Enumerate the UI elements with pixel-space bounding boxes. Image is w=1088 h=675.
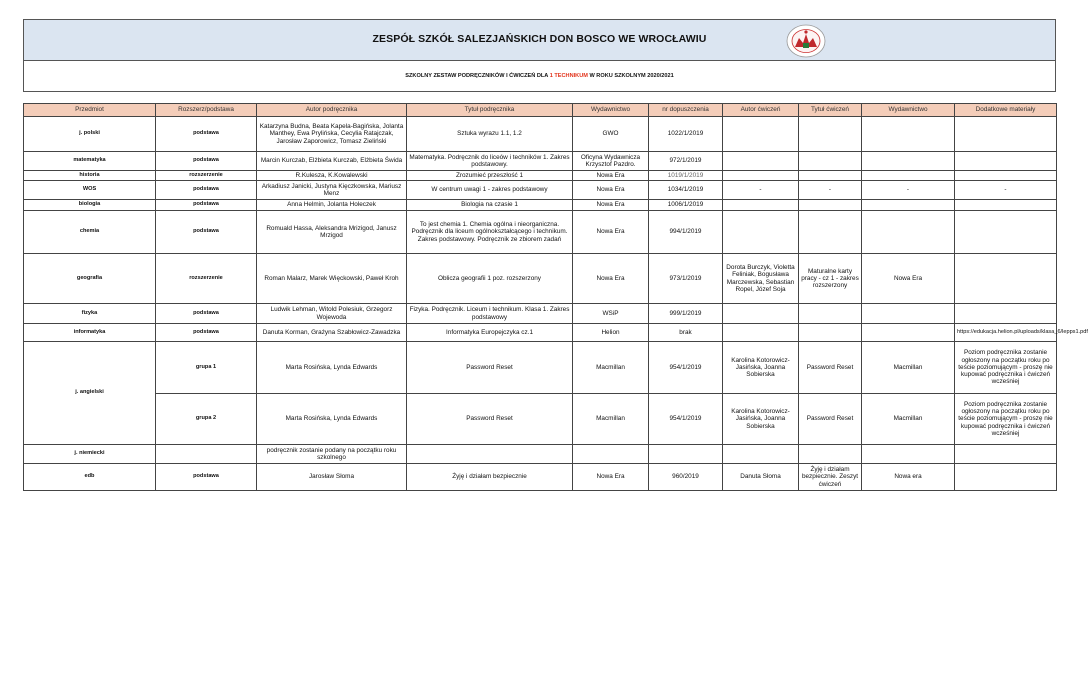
subject-cell: matematyka — [24, 152, 156, 171]
exercise-author-cell — [723, 152, 799, 171]
number-cell: 973/1/2019 — [649, 254, 723, 304]
extra-materials-link[interactable]: https://edukacja.helion.pl/uploads/klasa_6/lepps1.pdf — [955, 324, 1057, 342]
number-cell — [649, 445, 723, 464]
exercise-author-cell — [723, 304, 799, 324]
exercise-title-cell: Password Reset — [799, 342, 862, 394]
subject-cell: chemia — [24, 211, 156, 254]
header-banner — [23, 19, 1056, 61]
number-cell: brak — [649, 324, 723, 342]
title-cell: Password Reset — [407, 342, 573, 394]
author-cell: Katarzyna Budna, Beata Kapela-Bagińska, Jolanta Manthey, Ewa Prylińska, Cecylia Ratajczak, Jarosław Zaporowicz, Tomasz Zieliński — [257, 117, 407, 152]
table-row — [24, 171, 1057, 181]
extra-materials-cell — [955, 171, 1057, 181]
publisher-cell: Macmillan — [573, 342, 649, 394]
exercise-publisher-cell — [862, 152, 955, 171]
exercise-title-cell — [799, 117, 862, 152]
publisher-cell: Macmillan — [573, 394, 649, 445]
exercise-publisher-cell — [862, 445, 955, 464]
exercise-publisher-cell — [862, 324, 955, 342]
extra-materials-cell — [955, 464, 1057, 491]
exercise-title-cell — [799, 324, 862, 342]
title-cell — [407, 445, 573, 464]
subtitle-banner — [23, 61, 1056, 92]
table-row — [24, 394, 1057, 445]
number-cell: 1034/1/2019 — [649, 181, 723, 200]
author-cell: podręcznik zostanie podany na początku roku szkolnego — [257, 445, 407, 464]
publisher-cell: GWO — [573, 117, 649, 152]
extra-materials-cell — [955, 211, 1057, 254]
level-cell: podstawa — [156, 464, 257, 491]
extra-materials-cell: Poziom podręcznika zostanie ogłoszony na początku roku po teście poziomującym - proszę nie kupować podręcznika i ćwiczeń wcześniej — [955, 342, 1057, 394]
level-cell: podstawa — [156, 152, 257, 171]
table-row — [24, 211, 1057, 254]
number-cell: 972/1/2019 — [649, 152, 723, 171]
subject-cell: WOS — [24, 181, 156, 200]
level-cell — [156, 445, 257, 464]
column-header: nr dopuszczenia — [649, 104, 723, 117]
table-row — [24, 445, 1057, 464]
author-cell: Romuald Hassa, Aleksandra Mrizigod, Janusz Mrzigod — [257, 211, 407, 254]
level-cell: rozszerzenie — [156, 171, 257, 181]
column-header: Tytuł ćwiczeń — [799, 104, 862, 117]
table-header-row — [24, 104, 1057, 117]
exercise-author-cell: - — [723, 181, 799, 200]
author-cell: Danuta Korman, Grażyna Szabłowicz-Zawadzka — [257, 324, 407, 342]
level-cell: grupa 1 — [156, 342, 257, 394]
exercise-publisher-cell: Macmillan — [862, 342, 955, 394]
extra-materials-cell — [955, 117, 1057, 152]
subject-cell: j. angielski — [24, 342, 156, 445]
level-cell: podstawa — [156, 211, 257, 254]
exercise-author-cell: Karolina Kotorowicz-Jasińska, Joanna Sobierska — [723, 342, 799, 394]
publisher-cell: Helion — [573, 324, 649, 342]
column-header: Autor ćwiczeń — [723, 104, 799, 117]
exercise-title-cell — [799, 304, 862, 324]
title-cell: Biologia na czasie 1 — [407, 200, 573, 211]
number-cell: 994/1/2019 — [649, 211, 723, 254]
author-cell: Marta Rosińska, Lynda Edwards — [257, 394, 407, 445]
school-crest-logo-icon — [785, 23, 827, 59]
number-cell: 999/1/2019 — [649, 304, 723, 324]
publisher-cell: Nowa Era — [573, 181, 649, 200]
table-row — [24, 200, 1057, 211]
number-cell: 1006/1/2019 — [649, 200, 723, 211]
exercise-publisher-cell — [862, 117, 955, 152]
exercise-publisher-cell — [862, 200, 955, 211]
exercise-publisher-cell: Nowa era — [862, 464, 955, 491]
subject-cell: biologia — [24, 200, 156, 211]
title-cell: Sztuka wyrazu 1.1, 1.2 — [407, 117, 573, 152]
exercise-author-cell — [723, 211, 799, 254]
extra-materials-cell — [955, 445, 1057, 464]
table-row — [24, 304, 1057, 324]
author-cell: Anna Helmin, Jolanta Holeczek — [257, 200, 407, 211]
extra-materials-cell — [955, 304, 1057, 324]
class-highlight: 1 TECHNIKUM — [549, 73, 588, 79]
subject-cell: geografia — [24, 254, 156, 304]
exercise-author-cell — [723, 171, 799, 181]
exercise-title-cell: Password Reset — [799, 394, 862, 445]
exercise-author-cell — [723, 445, 799, 464]
exercise-title-cell — [799, 200, 862, 211]
column-header: Wydawnictwo — [862, 104, 955, 117]
title-cell: Informatyka Europejczyka cz.1 — [407, 324, 573, 342]
textbook-table — [23, 103, 1088, 491]
number-cell: 960/2019 — [649, 464, 723, 491]
exercise-author-cell — [723, 200, 799, 211]
number-cell: 954/1/2019 — [649, 342, 723, 394]
level-cell: podstawa — [156, 324, 257, 342]
set-title: SZKOLNY ZESTAW PODRĘCZNIKÓW I ĆWICZEŃ DLA 1 TECHNIKUM W ROKU SZKOLNYM 2020/2021 — [405, 73, 674, 79]
exercise-title-cell: - — [799, 181, 862, 200]
exercise-title-cell: Maturalne karty pracy - cz 1 - zakres rozszerzony — [799, 254, 862, 304]
publisher-cell: Nowa Era — [573, 211, 649, 254]
publisher-cell: Nowa Era — [573, 200, 649, 211]
author-cell: Marcin Kurczab, Elżbieta Kurczab, Elżbieta Świda — [257, 152, 407, 171]
number-cell: 1022/1/2019 — [649, 117, 723, 152]
level-cell: podstawa — [156, 200, 257, 211]
publisher-cell: Oficyna Wydawnicza Krzysztof Pazdro. — [573, 152, 649, 171]
exercise-author-cell — [723, 117, 799, 152]
exercise-publisher-cell — [862, 304, 955, 324]
title-cell: To jest chemia 1. Chemia ogólna i nieorganiczna. Podręcznik dla liceum ogólnokształcącego i technikum. Zakres podstawowy. Podręcznik ze zbiorem zadań — [407, 211, 573, 254]
number-cell: 954/1/2019 — [649, 394, 723, 445]
exercise-publisher-cell — [862, 171, 955, 181]
exercise-title-cell — [799, 445, 862, 464]
level-cell: rozszerzenie — [156, 254, 257, 304]
publisher-cell: Nowa Era — [573, 254, 649, 304]
publisher-cell — [573, 445, 649, 464]
author-cell: Roman Malarz, Marek Więckowski, Paweł Kroh — [257, 254, 407, 304]
exercise-author-cell — [723, 324, 799, 342]
publisher-cell: Nowa Era — [573, 171, 649, 181]
number-cell: 1019/1/2019 — [649, 171, 723, 181]
exercise-author-cell: Dorota Burczyk, Violetta Feliniak, Bogusława Marczewska, Sebastian Ropel, Józef Soja — [723, 254, 799, 304]
column-header: Wydawnictwo — [573, 104, 649, 117]
author-cell: Marta Rosińska, Lynda Edwards — [257, 342, 407, 394]
extra-materials-cell — [955, 254, 1057, 304]
table-row — [24, 254, 1057, 304]
publisher-cell: Nowa Era — [573, 464, 649, 491]
column-header: Rozszerz/podstawa — [156, 104, 257, 117]
extra-materials-cell: - — [955, 181, 1057, 200]
table-row — [24, 152, 1057, 171]
exercise-author-cell: Danuta Słoma — [723, 464, 799, 491]
subject-cell: historia — [24, 171, 156, 181]
exercise-author-cell: Karolina Kotorowicz-Jasińska, Joanna Sobierska — [723, 394, 799, 445]
table-row — [24, 181, 1057, 200]
title-cell: Zrozumieć przeszłość 1 — [407, 171, 573, 181]
table-row — [24, 324, 1057, 342]
author-cell: Ludwik Lehman, Witold Polesiuk, Grzegorz Wojewoda — [257, 304, 407, 324]
exercise-publisher-cell: Macmillan — [862, 394, 955, 445]
subject-cell: informatyka — [24, 324, 156, 342]
author-cell: Arkadiusz Janicki, Justyna Kięczkowska, Mariusz Menz — [257, 181, 407, 200]
school-name: ZESPÓŁ SZKÓŁ SALEZJAŃSKICH DON BOSCO WE WROCŁAWIU — [372, 33, 707, 45]
table-row — [24, 117, 1057, 152]
exercise-title-cell — [799, 152, 862, 171]
exercise-title-cell: Żyję i działam bezpiecznie. Zeszyt ćwiczeń — [799, 464, 862, 491]
subject-cell: fizyka — [24, 304, 156, 324]
level-cell: podstawa — [156, 181, 257, 200]
exercise-title-cell — [799, 211, 862, 254]
extra-materials-cell — [955, 152, 1057, 171]
exercise-publisher-cell: - — [862, 181, 955, 200]
title-cell: Żyję i działam bezpiecznie — [407, 464, 573, 491]
level-cell: podstawa — [156, 304, 257, 324]
column-header: Autor podręcznika — [257, 104, 407, 117]
title-cell: Password Reset — [407, 394, 573, 445]
subject-cell: j. polski — [24, 117, 156, 152]
subject-cell: edb — [24, 464, 156, 491]
column-header: Tytuł podręcznika — [407, 104, 573, 117]
exercise-publisher-cell — [862, 211, 955, 254]
extra-materials-cell: Poziom podręcznika zostanie ogłoszony na początku roku po teście poziomującym - proszę nie kupować podręcznika i ćwiczeń wcześniej — [955, 394, 1057, 445]
level-cell: grupa 2 — [156, 394, 257, 445]
exercise-title-cell — [799, 171, 862, 181]
publisher-cell: WSiP — [573, 304, 649, 324]
title-cell: W centrum uwagi 1 - zakres podstawowy — [407, 181, 573, 200]
level-cell: podstawa — [156, 117, 257, 152]
table-row — [24, 464, 1057, 491]
title-cell: Oblicza geografii 1 poz. rozszerzony — [407, 254, 573, 304]
column-header: Dodatkowe materiały — [955, 104, 1057, 117]
subject-cell: j. niemiecki — [24, 445, 156, 464]
title-cell: Matematyka. Podręcznik do liceów i techników 1. Zakres podstawowy. — [407, 152, 573, 171]
column-header: Przedmiot — [24, 104, 156, 117]
title-cell: Fizyka. Podręcznik. Liceum i technikum. Klasa 1. Zakres podstawowy — [407, 304, 573, 324]
extra-materials-cell — [955, 200, 1057, 211]
exercise-publisher-cell: Nowa Era — [862, 254, 955, 304]
table-row — [24, 342, 1057, 394]
author-cell: Jarosław Słoma — [257, 464, 407, 491]
author-cell: R.Kulesza, K.Kowalewski — [257, 171, 407, 181]
